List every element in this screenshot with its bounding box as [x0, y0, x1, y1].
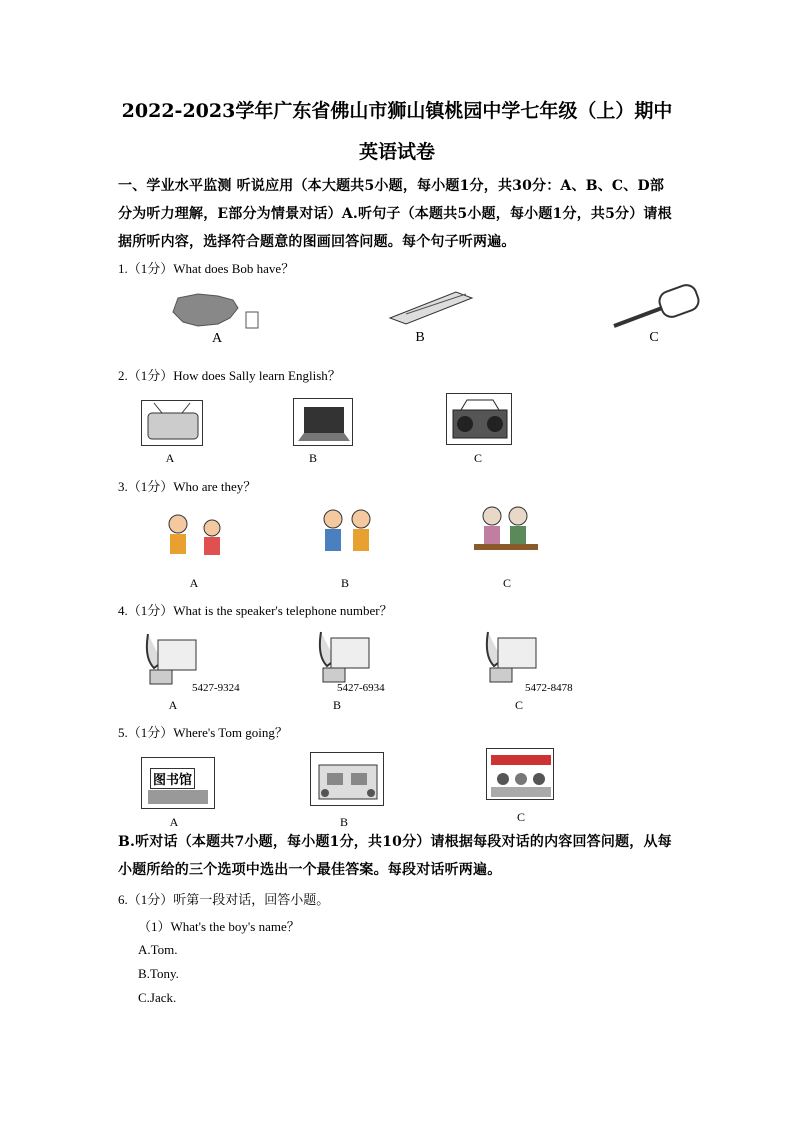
two-boys-icon — [311, 505, 385, 567]
question-6: 6.（1分）听第一段对话，回答小题。 — [118, 892, 330, 907]
section1-line3: 据所听内容，选择符合题意的图画回答问题。每个句子听两遍。 — [118, 234, 516, 250]
grandparents-icon — [470, 502, 542, 566]
boy-girl-icon — [160, 510, 232, 570]
section1-instructions — [118, 172, 678, 256]
question-4: 4.（1分）What is the speaker's telephone number？ — [118, 603, 393, 618]
q6-option-b[interactable]: B.Tony. — [138, 966, 179, 981]
tv-icon — [141, 400, 203, 446]
shop-icon — [310, 752, 384, 806]
sectionB-line1: B.听对话（本题共7小题，每小题1分，共10分）请根据每段对话的内容回答问题，从每 — [118, 834, 672, 850]
laptop-icon — [293, 398, 353, 446]
q5-option-b[interactable]: B — [339, 815, 348, 829]
telephone-icon — [480, 626, 542, 686]
sectionB-line2: 小题所给的三个选项中选出一个最佳答案。每段对话听两遍。 — [118, 862, 502, 878]
q3-option-c[interactable]: C — [502, 576, 511, 590]
radio-icon — [446, 393, 512, 445]
ruler-icon — [386, 288, 476, 328]
q1-option-a[interactable]: A — [211, 331, 223, 346]
q5-option-a[interactable]: A — [169, 815, 179, 829]
q6-option-a[interactable]: A.Tom. — [138, 942, 178, 957]
q1-option-b[interactable]: B — [415, 330, 425, 345]
question-1: 1.（1分）What does Bob have？ — [118, 261, 295, 276]
question-3: 3.（1分）Who are they？ — [118, 479, 257, 494]
section1-line1: 一、学业水平监测 听说应用（本大题共5小题，每小题1分，共30分：A、B、C、D部 — [118, 178, 665, 194]
section1-line2: 分为听力理解，E部分为情景对话）A.听句子（本题共5小题，每小题1分，共5分）请根 — [118, 206, 672, 222]
sectionB-instructions — [118, 828, 678, 884]
q3-option-a[interactable]: A — [189, 576, 199, 590]
telephone-icon — [313, 626, 375, 686]
q5-option-c[interactable]: C — [516, 810, 525, 824]
q1-option-c[interactable]: C — [649, 330, 659, 345]
q2-option-c[interactable]: C — [473, 451, 482, 465]
q2-option-b[interactable]: B — [308, 451, 317, 465]
q4-number-b: 5427-6934 — [337, 682, 385, 694]
q4-option-c[interactable]: C — [514, 698, 523, 712]
library-sign: 图书馆 — [150, 768, 195, 789]
page-subtitle: 英语试卷 — [358, 141, 435, 163]
page-title: 2022-2023学年广东省佛山市狮山镇桃园中学七年级（上）期中 — [121, 100, 673, 122]
q3-option-b[interactable]: B — [340, 576, 349, 590]
q6-option-c[interactable]: C.Jack. — [138, 990, 177, 1005]
telephone-icon — [140, 628, 202, 688]
question-6-sub: （1）What's the boy's name？ — [138, 919, 300, 934]
q4-option-a[interactable]: A — [168, 698, 178, 712]
china-map-icon — [138, 290, 268, 335]
question-2: 2.（1分）How does Sally learn English？ — [118, 368, 341, 383]
market-icon — [486, 748, 554, 800]
question-5: 5.（1分）Where's Tom going？ — [118, 725, 288, 740]
q2-option-a[interactable]: A — [165, 451, 175, 465]
q4-number-c: 5472-8478 — [525, 682, 573, 694]
q4-number-a: 5427-9324 — [192, 682, 240, 694]
q4-option-b[interactable]: B — [332, 698, 341, 712]
library-icon — [141, 757, 215, 809]
key-icon — [610, 282, 705, 332]
